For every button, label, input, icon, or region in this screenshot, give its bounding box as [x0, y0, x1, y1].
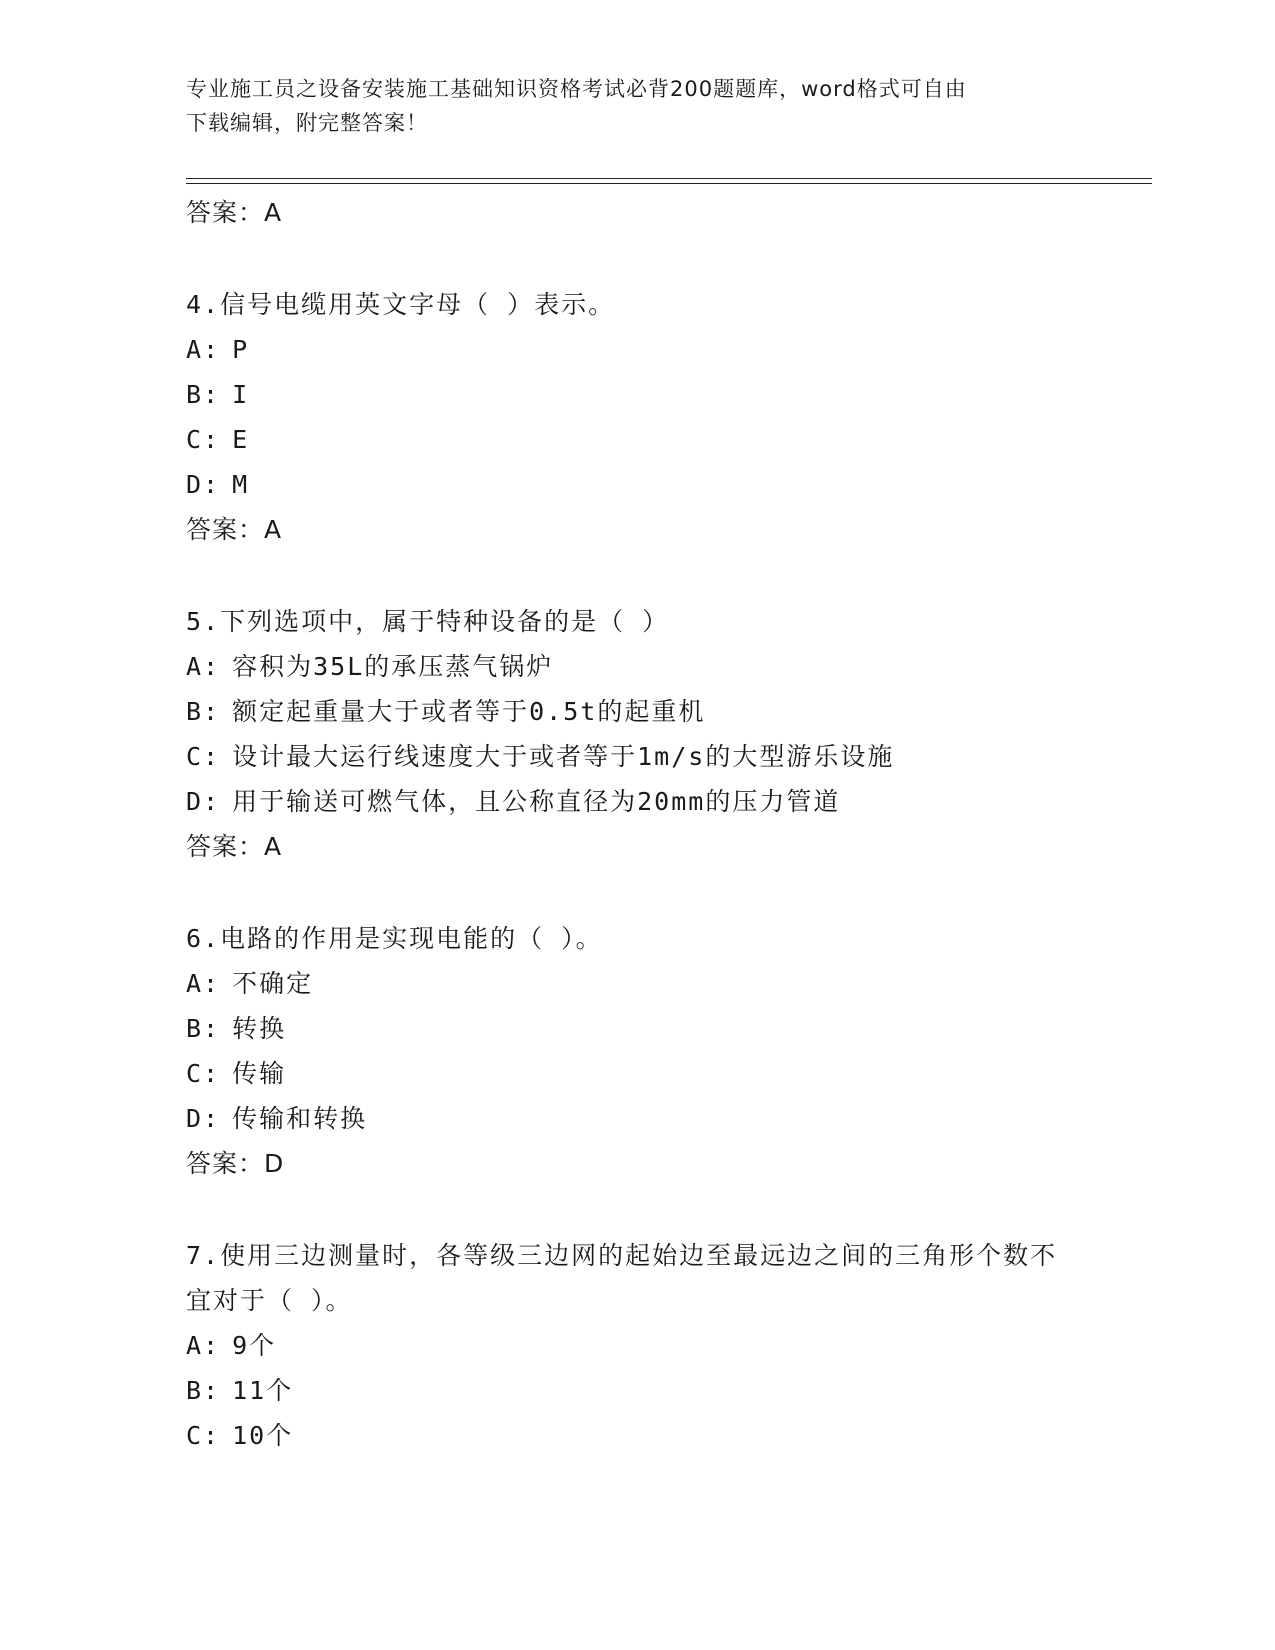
option-c: [186, 417, 1146, 462]
document-body: [186, 190, 1146, 1458]
option-label: B:: [186, 697, 221, 726]
option-c: [186, 1413, 1146, 1458]
option-b: [186, 372, 1146, 417]
option-label: A:: [186, 335, 221, 364]
option-label: C:: [186, 425, 221, 454]
answer-line: 答案：A: [186, 515, 283, 544]
question-7: [186, 1233, 1146, 1458]
option-b: [186, 1006, 1146, 1051]
option-text: 设计最大运行线速度大于或者等于1m/s的大型游乐设施: [232, 742, 895, 771]
option-text: E: [232, 425, 250, 454]
option-label: D:: [186, 1104, 221, 1133]
option-d: [186, 462, 1146, 507]
option-c: [186, 734, 1146, 779]
option-a: [186, 1323, 1146, 1368]
option-text: 11个: [232, 1376, 294, 1405]
option-b: [186, 689, 1146, 734]
option-text: 10个: [232, 1421, 294, 1450]
answer-line: 答案：A: [186, 198, 283, 227]
header-title-line-1: 专业施工员之设备安装施工基础知识资格考试必背200题题库，word格式可自由: [186, 77, 967, 101]
header-title-line-2: 下载编辑，附完整答案！: [186, 111, 428, 135]
option-label: A:: [186, 652, 221, 681]
option-text: 不确定: [232, 969, 314, 998]
option-label: C:: [186, 1059, 221, 1088]
option-d: [186, 779, 1146, 824]
option-d: [186, 1096, 1146, 1141]
option-label: C:: [186, 742, 221, 771]
question-text: 7.使用三边测量时，各等级三边网的起始边至最远边之间的三角形个数不宜对于（ ）。: [186, 1241, 1058, 1315]
option-label: C:: [186, 1421, 221, 1450]
option-b: [186, 1368, 1146, 1413]
option-label: D:: [186, 470, 221, 499]
option-label: B:: [186, 380, 221, 409]
question-6: [186, 916, 1146, 1186]
header-divider-top: [186, 178, 1152, 179]
option-text: 用于输送可燃气体，且公称直径为20mm的压力管道: [232, 787, 841, 816]
question-5: [186, 599, 1146, 869]
question-text: 6.电路的作用是实现电能的（ ）。: [186, 924, 603, 953]
option-text: 容积为35L的承压蒸气锅炉: [232, 652, 554, 681]
answer-line: 答案：A: [186, 832, 283, 861]
option-label: B:: [186, 1014, 221, 1043]
option-a: [186, 961, 1146, 1006]
option-label: A:: [186, 969, 221, 998]
option-text: 9个: [232, 1331, 277, 1360]
option-label: B:: [186, 1376, 221, 1405]
question-text: 4.信号电缆用英文字母（ ）表示。: [186, 290, 616, 319]
option-a: [186, 327, 1146, 372]
document-header: [186, 72, 1086, 140]
option-text: M: [232, 470, 250, 499]
option-a: [186, 644, 1146, 689]
question-4: [186, 282, 1146, 552]
option-text: 额定起重量大于或者等于0.5t的起重机: [232, 697, 706, 726]
option-text: 传输: [232, 1059, 287, 1088]
option-label: D:: [186, 787, 221, 816]
option-text: I: [232, 380, 250, 409]
option-label: A:: [186, 1331, 221, 1360]
option-c: [186, 1051, 1146, 1096]
option-text: P: [232, 335, 250, 364]
option-text: 传输和转换: [232, 1104, 368, 1133]
header-divider-bottom: [186, 183, 1152, 184]
answer-line: 答案：D: [186, 1149, 285, 1178]
option-text: 转换: [232, 1014, 287, 1043]
question-text: 5.下列选项中，属于特种设备的是（ ）: [186, 607, 670, 636]
